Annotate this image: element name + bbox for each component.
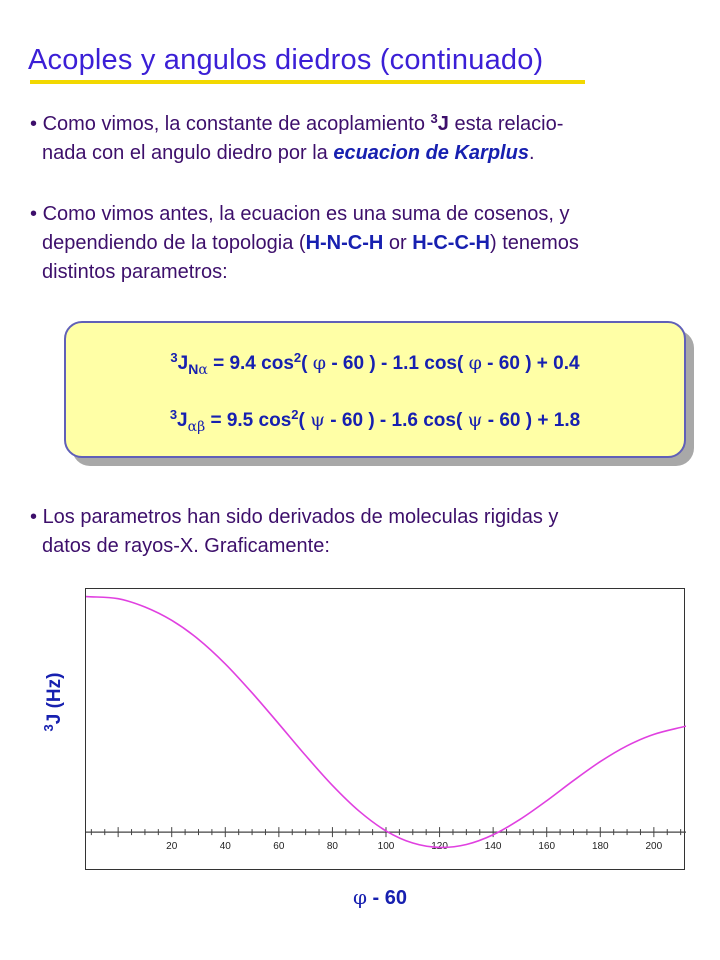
topology-hcch: H-C-C-H: [412, 232, 490, 254]
bullet-karplus: [30, 110, 690, 168]
j-symbol: J: [437, 113, 449, 135]
superscript: 3: [430, 111, 438, 126]
text: nada con el angulo diedro por la: [42, 142, 334, 164]
text: .: [528, 142, 535, 164]
superscript: 3: [170, 350, 178, 365]
topology-hnch: H-N-C-H: [305, 232, 384, 254]
slide-title: Acoples y angulos diedros (continuado): [28, 44, 544, 76]
x-tick-label: 140: [484, 841, 502, 853]
text: or: [383, 232, 413, 254]
equation-hnch: [64, 350, 686, 378]
title-underline: [30, 80, 585, 84]
subscript-greek: αβ: [187, 419, 206, 435]
subscript: N: [188, 361, 199, 377]
x-tick-label: 80: [326, 841, 338, 853]
text: = 9.4 cos: [207, 353, 294, 374]
angle-symbol: φ: [312, 352, 327, 374]
text: - 60 ) - 1.6 cos(: [325, 410, 468, 431]
angle-symbol: ψ: [310, 409, 326, 431]
x-tick-label: 200: [645, 841, 663, 853]
text: (: [298, 410, 311, 431]
bullet-line: • Los parametros han sido derivados de moleculas rigidas y: [30, 506, 559, 528]
plot-canvas: [86, 589, 686, 871]
bullet-line: [30, 229, 690, 258]
bullet-cosines: [30, 200, 690, 287]
superscript: 2: [293, 350, 302, 365]
angle-symbol: φ: [352, 885, 367, 909]
text: Los parametros han sido derivados de moleculas rigidas y: [42, 506, 559, 528]
text: esta relacio-: [448, 113, 564, 135]
text: ) tenemos: [490, 232, 579, 254]
bullet-line: [30, 139, 690, 168]
x-tick-label: 60: [273, 841, 285, 853]
superscript: 3: [169, 407, 178, 422]
text: Como vimos antes, la ecuacion es una suma de cosenos, y: [42, 203, 570, 225]
angle-symbol: φ: [468, 352, 482, 374]
text: dependiendo de la topologia (: [42, 232, 306, 254]
x-tick-label: 20: [166, 841, 178, 853]
j-symbol: J: [177, 353, 189, 374]
text: = 9.5 cos: [205, 410, 292, 431]
bullet-line: • Como vimos antes, la ecuacion es una suma de cosenos, y: [30, 203, 570, 225]
karplus-curve: [86, 597, 686, 848]
equation-hcch: [64, 407, 686, 435]
x-tick-label: 120: [431, 841, 448, 853]
x-tick-label: 40: [219, 841, 231, 853]
text: - 60 ) + 1.8: [482, 410, 581, 431]
y-axis-label: [41, 664, 68, 740]
x-axis-label: [330, 885, 430, 910]
subscript-greek: α: [198, 362, 208, 378]
karplus-term: ecuacion de Karplus: [333, 142, 529, 164]
superscript: 2: [291, 407, 299, 422]
text: (: [301, 353, 313, 374]
karplus-plot: [85, 588, 685, 870]
x-tick-label: 180: [591, 841, 609, 853]
j-symbol: J: [177, 410, 188, 431]
superscript: 3: [41, 724, 56, 732]
angle-symbol: ψ: [467, 409, 483, 431]
text: distintos parametros:: [42, 261, 228, 283]
x-tick-label: 160: [538, 841, 556, 853]
y-axis-label-text: J (Hz): [44, 672, 65, 725]
text: datos de rayos-X. Graficamente:: [42, 535, 330, 557]
text: - 60 ) + 0.4: [481, 353, 580, 374]
bullet-line: [30, 258, 690, 287]
bullet-line: • Como vimos, la constante de acoplamiento $^3$J esta relacio-: [30, 111, 564, 135]
bullet-line: [30, 532, 690, 561]
x-tick-label: 100: [377, 841, 395, 853]
text: - 60 ) - 1.1 cos(: [326, 353, 469, 374]
x-axis-label-text: - 60: [366, 887, 408, 909]
text: Como vimos, la constante de acoplamiento: [42, 113, 431, 135]
bullet-parameters: [30, 503, 690, 561]
equation-box: [64, 321, 686, 458]
